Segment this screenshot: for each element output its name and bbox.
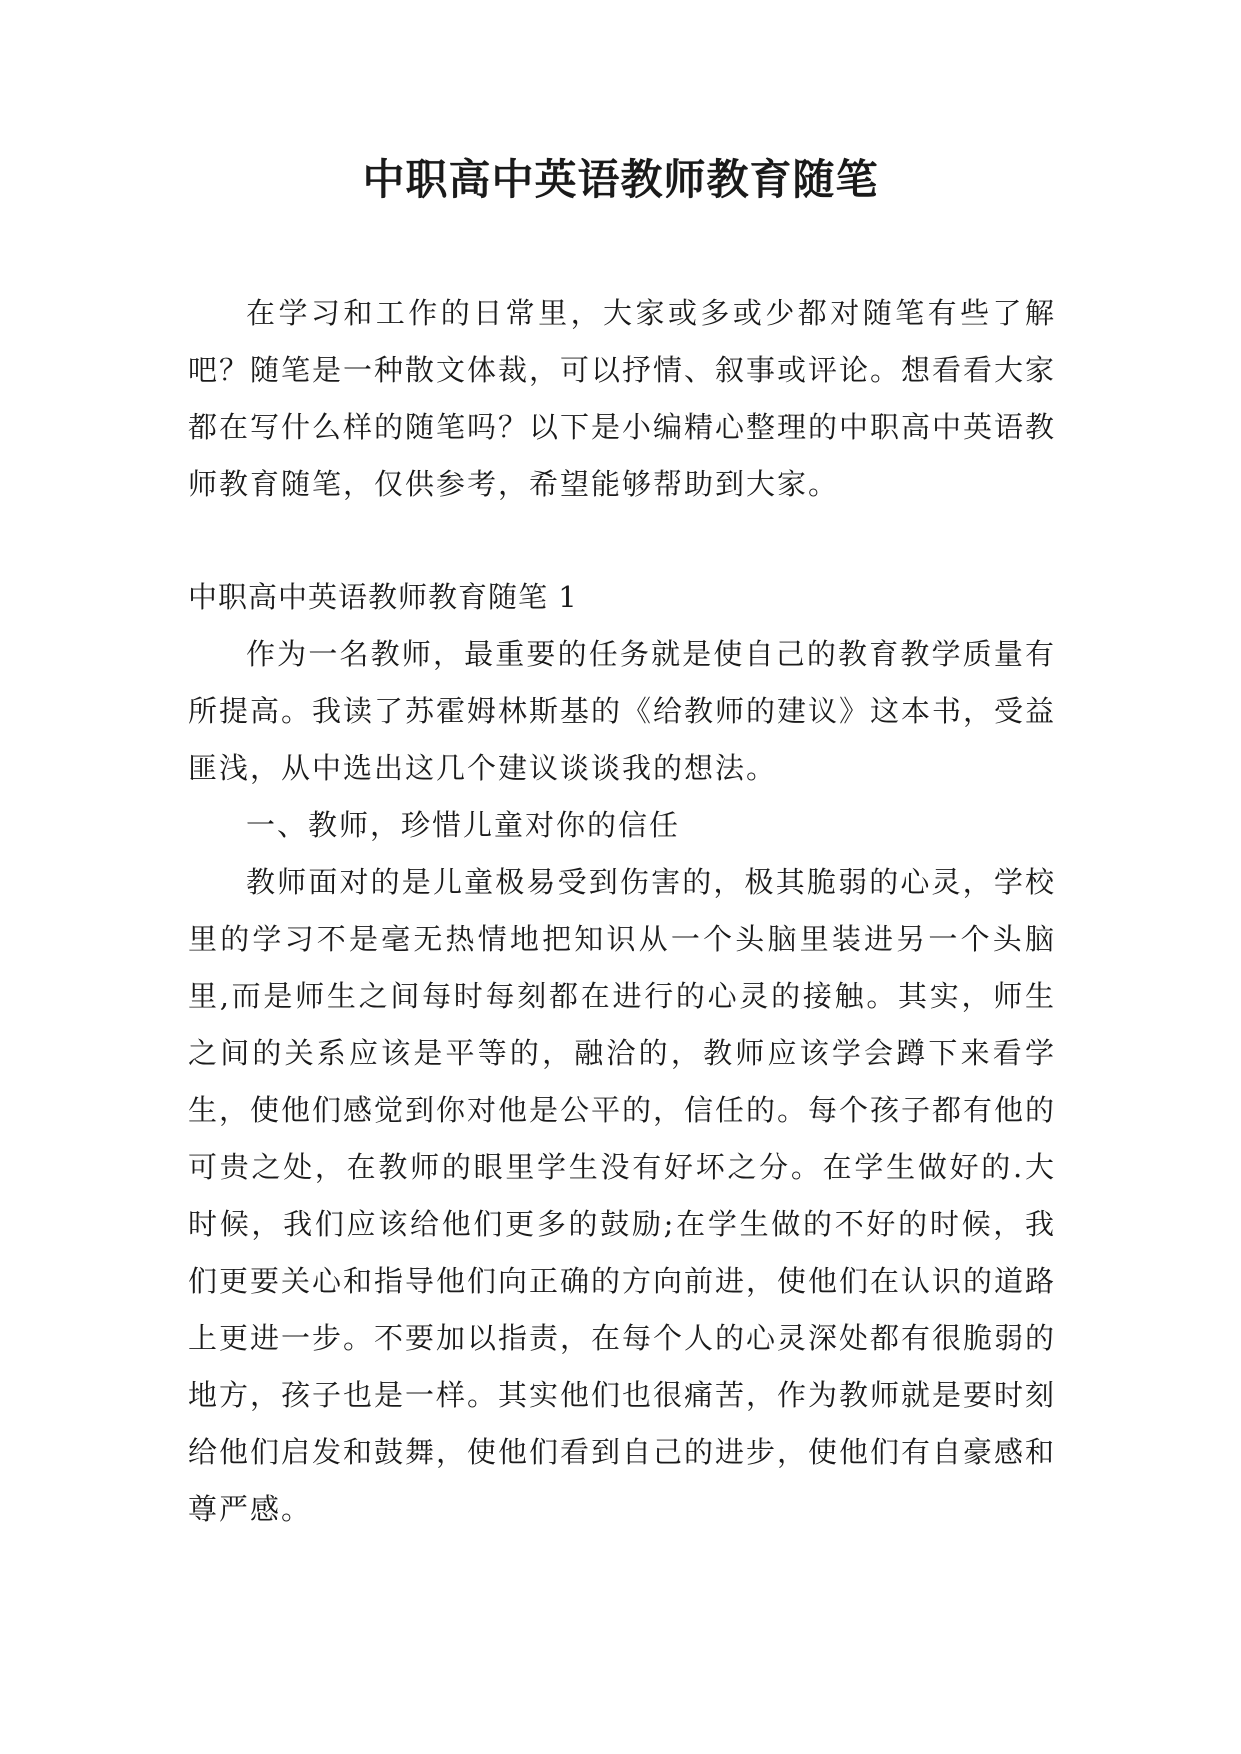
- document-body: [188, 285, 1056, 1538]
- document-title: 中职高中英语教师教育随笔: [362, 155, 879, 204]
- subheading-trust: 一、教师，珍惜儿童对你的信任: [246, 808, 681, 842]
- intro-paragraph: 在学习和工作的日常里，大家或多或少都对随笔有些了解吧？随笔是一种散文体裁，可以抒情、叙事或评论。想看看大家都在写什么样的随笔吗？以下是小编精心整理的中职高中英语教师教育随笔，仅供参考，希望能够帮助到大家。: [188, 296, 1057, 501]
- body-paragraph-1: 作为一名教师，最重要的任务就是使自己的教育教学质量有所提高。我读了苏霍姆林斯基的《给教师的建议》这本书，受益匪浅，从中选出这几个建议谈谈我的想法。: [188, 637, 1057, 785]
- body-paragraph-2: 教师面对的是儿童极易受到伤害的，极其脆弱的心灵，学校里的学习不是毫无热情地把知识从一个头脑里装进另一个头脑里,而是师生之间每时每刻都在进行的心灵的接触。其实，师生之间的关系应该是平等的，融洽的，教师应该学会蹲下来看学生，使他们感觉到你对他是公平的，信任的。每个孩子都有他的可贵之处，在教师的眼里学生没有好坏之分。在学生做好的.大时候，我们应该给他们更多的鼓励;在学生做的不好的时候，我们更要关心和指导他们向正确的方向前进，使他们在认识的道路上更进一步。不要加以指责，在每个人的心灵深处都有很脆弱的地方，孩子也是一样。其实他们也很痛苦，作为教师就是要时刻给他们启发和鼓舞，使他们看到自己的进步，使他们有自豪感和尊严感。: [188, 865, 1057, 1526]
- paragraph-spacer: [188, 513, 1056, 569]
- section-heading: 中职高中英语教师教育随笔 1: [188, 580, 578, 614]
